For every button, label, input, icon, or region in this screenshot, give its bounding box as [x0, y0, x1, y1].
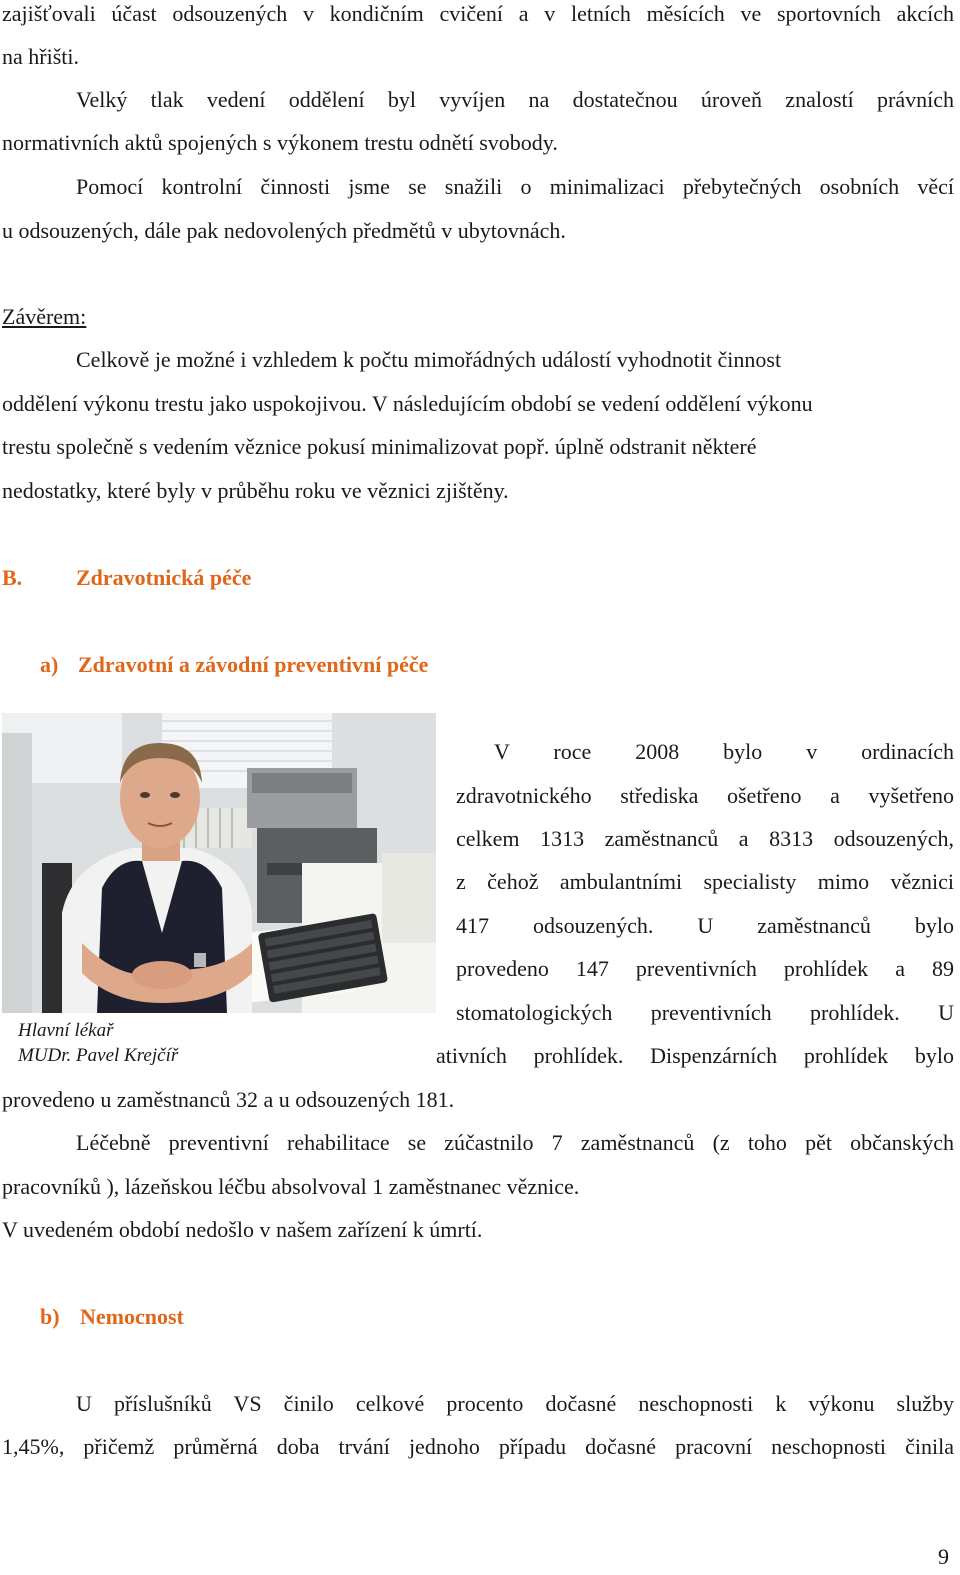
doctor-photo: [2, 713, 436, 1013]
page-number: 9: [938, 1544, 949, 1569]
paragraph-line: stomatologických preventivních prohlídek. U: [456, 1000, 954, 1025]
paragraph-line: u odsouzených, dále pak nedovolených předmětů v ubytovnách.: [2, 218, 566, 243]
conclusion-heading: Závěrem:: [2, 304, 87, 329]
paragraph-line: Velký tlak vedení oddělení byl vyvíjen na dostatečnou úroveň znalostí právních: [76, 87, 954, 112]
paragraph-line: ativních prohlídek. Dispenzárních prohlídek bylo: [436, 1043, 954, 1068]
subsection-title: Nemocnost: [80, 1304, 184, 1329]
paragraph-line: Léčebně preventivní rehabilitace se zúčastnilo 7 zaměstnanců (z toho pět občanských: [76, 1130, 954, 1155]
paragraph-line: U příslušníků VS činilo celkové procento dočasné neschopnosti k výkonu služby: [76, 1391, 954, 1416]
section-title: Zdravotnická péče: [76, 565, 252, 590]
subsection-label: b): [40, 1304, 60, 1329]
conclusion-line: oddělení výkonu trestu jako uspokojivou. V následujícím období se vedení oddělení výkonu: [2, 391, 813, 416]
conclusion-line: trestu společně s vedením věznice pokusí minimalizovat popř. úplně odstranit některé: [2, 434, 757, 459]
paragraph-line: Pomocí kontrolní činnosti jsme se snažili o minimalizaci přebytečných osobních věcí: [76, 174, 954, 199]
paragraph-line: celkem 1313 zaměstnanců a 8313 odsouzených,: [456, 826, 954, 851]
subsection-label: a): [40, 652, 59, 677]
subsection-title: Zdravotní a závodní preventivní péče: [78, 652, 429, 677]
photo-caption: [2, 1013, 432, 1073]
paragraph-line: z čehož ambulantními specialisty mimo věznici: [456, 869, 954, 894]
paragraph-line: 1,45%, přičemž průměrná doba trvání jednoho případu dočasné pracovní neschopnosti činila: [2, 1434, 954, 1459]
paragraph-line: provedeno u zaměstnanců 32 a u odsouzených 181.: [2, 1087, 455, 1112]
paragraph-line: pracovníků ), lázeňskou léčbu absolvoval 1 zaměstnanec věznice.: [2, 1174, 580, 1199]
section-letter: B.: [2, 565, 23, 590]
paragraph-line: V uvedeném období nedošlo v našem zařízení k úmrtí.: [2, 1217, 483, 1242]
paragraph-line: na hřišti.: [2, 44, 79, 69]
conclusion-line: Celkově je možné i vzhledem k počtu mimořádných událostí vyhodnotit činnost: [76, 347, 782, 372]
paragraph-line: zajišťovali účast odsouzených v kondičním cvičení a v letních měsících ve sportovních akcích: [2, 1, 954, 26]
caption-name: MUDr. Pavel Krejčíř: [18, 1045, 179, 1066]
conclusion-line: nedostatky, které byly v průběhu roku ve věznici zjištěny.: [2, 478, 509, 503]
caption-title: Hlavní lékař: [18, 1020, 114, 1041]
paragraph-line: zdravotnického střediska ošetřeno a vyšetřeno: [456, 783, 954, 808]
paragraph-line: normativních aktů spojených s výkonem trestu odnětí svobody.: [2, 130, 558, 155]
paragraph-line: provedeno 147 preventivních prohlídek a 89: [456, 956, 954, 981]
paragraph-line: 417 odsouzených. U zaměstnanců bylo: [456, 913, 954, 938]
paragraph-line: V roce 2008 bylo v ordinacích: [494, 739, 954, 764]
